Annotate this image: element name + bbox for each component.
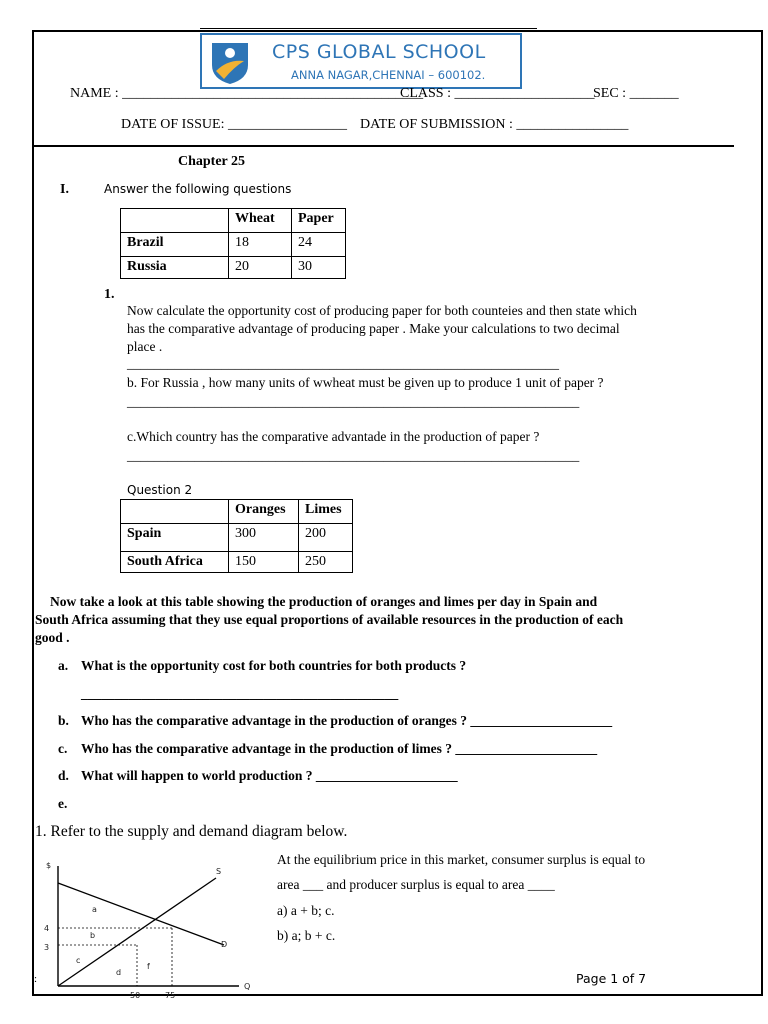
- list-item: Who has the comparative advantage in the production of oranges ? _____________________: [81, 713, 613, 728]
- list-item: What is the opportunity cost for both countries for both products ?: [81, 658, 467, 673]
- question-2-intro: good .: [35, 630, 70, 645]
- header-divider: [32, 145, 734, 147]
- table-cell: South Africa: [121, 552, 229, 573]
- region-label: a: [92, 905, 97, 914]
- school-address: ANNA NAGAR,CHENNAI – 600102.: [291, 68, 486, 82]
- name-field[interactable]: NAME : ___________________________________________: [70, 86, 424, 101]
- list-marker: b.: [58, 713, 69, 728]
- table-cell: 18: [229, 233, 292, 257]
- section-numeral: I.: [60, 182, 69, 197]
- table-header-paper: Paper: [292, 209, 346, 233]
- table-cell: 150: [229, 552, 299, 573]
- question-2-intro: South Africa assuming that they use equal proportions of available resources in the production of each: [35, 612, 624, 627]
- answer-line[interactable]: ________________________________________________________________: [127, 356, 559, 371]
- section-instruction: Answer the following questions: [104, 182, 292, 196]
- answer-line[interactable]: _______________________________________________: [81, 686, 399, 701]
- question-2-intro: Now take a look at this table showing the production of oranges and limes per day in Spain and: [50, 594, 598, 609]
- list-marker: e.: [58, 796, 68, 811]
- answer-line[interactable]: ___________________________________________________________________: [127, 448, 580, 463]
- table-cell: [121, 500, 229, 524]
- question-c: c.Which country has the comparative advantade in the production of paper ?: [127, 429, 540, 444]
- chapter-title: Chapter 25: [178, 154, 246, 169]
- table-row: [121, 552, 353, 573]
- top-rule: [200, 28, 537, 29]
- region-label: d: [116, 968, 122, 977]
- school-crest-icon: [210, 41, 250, 85]
- table-row: [121, 257, 346, 279]
- list-marker: d.: [58, 768, 69, 783]
- list-marker: a.: [58, 658, 69, 673]
- y-tick-label: 3: [44, 943, 50, 952]
- table-header-wheat: Wheat: [229, 209, 292, 233]
- answer-line[interactable]: ___________________________________________________________________: [127, 394, 580, 409]
- date-of-submission-field[interactable]: DATE OF SUBMISSION : ________________: [360, 117, 629, 132]
- oranges-limes-table: [120, 499, 353, 573]
- section-field[interactable]: SEC : _______: [593, 86, 679, 101]
- supply-demand-heading: 1. Refer to the supply and demand diagram below.: [35, 823, 348, 840]
- table-cell: 24: [292, 233, 346, 257]
- x-axis-label: Q: [244, 982, 251, 991]
- table-cell: Spain: [121, 524, 229, 552]
- supply-demand-text: At the equilibrium price in this market, consumer surplus is equal to: [277, 852, 646, 867]
- question-text-line: place .: [127, 339, 163, 354]
- table-cell: 20: [229, 257, 292, 279]
- list-item: Who has the comparative advantage in the production of limes ? _____________________: [81, 741, 598, 756]
- date-of-issue-field[interactable]: DATE OF ISSUE: _________________: [121, 117, 347, 132]
- option-b: b) a; b + c.: [277, 928, 336, 943]
- table-header-oranges: Oranges: [229, 500, 299, 524]
- table-header-row: [121, 209, 346, 233]
- question-number: 1.: [104, 287, 115, 302]
- question-text-line: Now calculate the opportunity cost of producing paper for both counteies and then state which: [127, 303, 637, 318]
- demand-curve: [58, 883, 224, 945]
- list-marker: c.: [58, 741, 68, 756]
- question-b: b. For Russia , how many units of wwheat must be given up to produce 1 unit of paper ?: [127, 375, 604, 390]
- table-cell: Brazil: [121, 233, 229, 257]
- footer-colon: :: [34, 973, 38, 985]
- supply-demand-chart: [34, 852, 270, 1007]
- table-cell: Russia: [121, 257, 229, 279]
- x-tick-label: 50: [130, 991, 141, 1000]
- x-tick-label: 75: [165, 991, 176, 1000]
- table-cell: [121, 209, 229, 233]
- wheat-paper-table: [120, 208, 346, 279]
- supply-label: S: [216, 867, 222, 876]
- table-row: [121, 524, 353, 552]
- question-text-line: has the comparative advantage of producing paper . Make your calculations to two decimal: [127, 321, 620, 336]
- supply-demand-text: area ___ and producer surplus is equal to area ____: [277, 877, 555, 892]
- region-label: f: [147, 962, 150, 971]
- table-row: [121, 233, 346, 257]
- table-cell: 30: [292, 257, 346, 279]
- table-header-row: [121, 500, 353, 524]
- option-a: a) a + b; c.: [277, 903, 335, 918]
- table-cell: 300: [229, 524, 299, 552]
- question-2-label: Question 2: [127, 483, 193, 497]
- region-label: b: [90, 931, 96, 940]
- class-field[interactable]: CLASS : ____________________: [400, 86, 595, 101]
- region-label: c: [76, 956, 81, 965]
- y-axis-label: $: [46, 861, 52, 870]
- table-cell: 200: [299, 524, 353, 552]
- school-logo-banner: [200, 33, 522, 89]
- page-number: Page 1 of 7: [576, 971, 647, 986]
- y-tick-label: 4: [44, 924, 50, 933]
- school-name: CPS GLOBAL SCHOOL: [272, 41, 486, 63]
- table-header-limes: Limes: [299, 500, 353, 524]
- demand-label: D: [221, 940, 228, 949]
- table-cell: 250: [299, 552, 353, 573]
- list-item: What will happen to world production ? _____________________: [81, 768, 458, 783]
